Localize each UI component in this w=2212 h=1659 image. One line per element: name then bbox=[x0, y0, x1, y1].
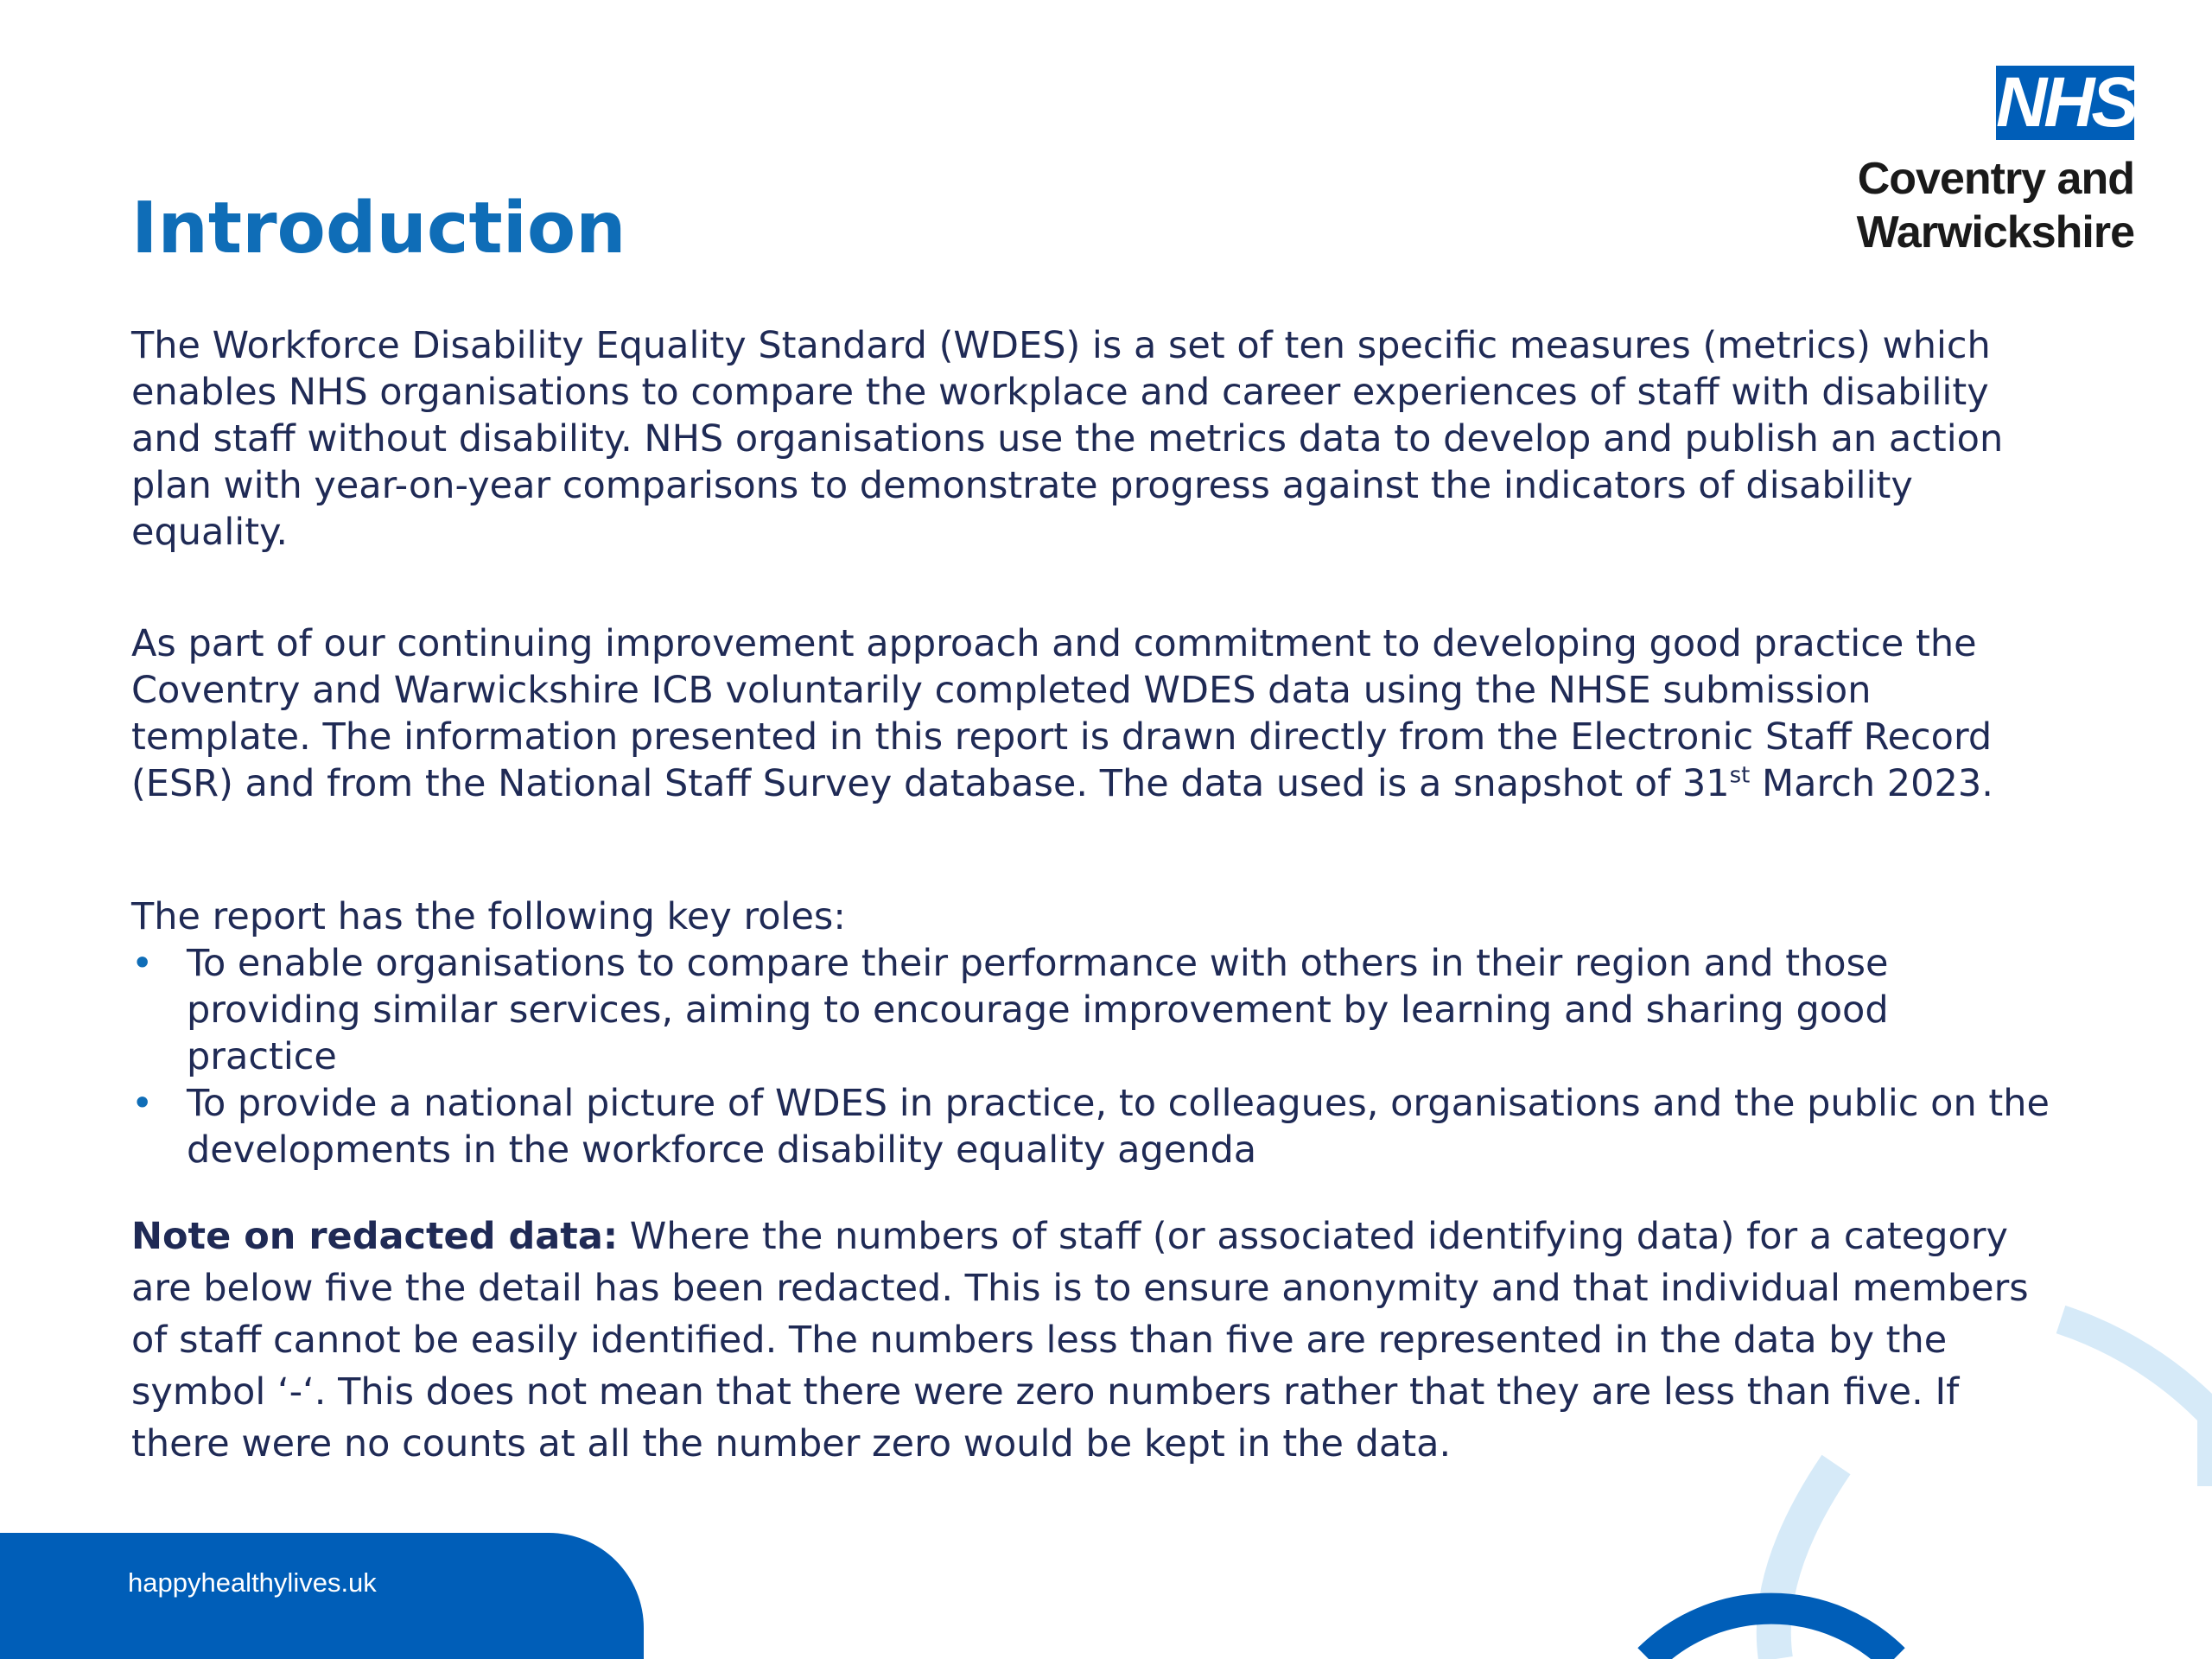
list-item: • To enable organisations to compare their performance with others in their region and those providing similar services, aiming to encourage improvement by learning and sharing good practice bbox=[131, 940, 2050, 1080]
light-blue-arc-right bbox=[2061, 1319, 2212, 1414]
nhs-logo bbox=[1856, 63, 2136, 264]
date-ordinal-suffix: st bbox=[1729, 762, 1751, 789]
redacted-data-note bbox=[131, 1211, 2050, 1470]
organisation-name bbox=[1857, 152, 2134, 259]
approach-paragraph bbox=[131, 620, 2050, 807]
dark-blue-arch bbox=[1649, 1609, 1894, 1659]
page-title: Introduction bbox=[131, 188, 626, 270]
organisation-name-line1: Coventry and bbox=[1857, 154, 2134, 204]
list-item: • To provide a national picture of WDES in practice, to colleagues, organisations and the public on the developments in the workforce disability equality agenda bbox=[131, 1080, 2050, 1173]
organisation-name-line2: Warwickshire bbox=[1856, 207, 2134, 257]
note-text: Where the numbers of staff (or associated identifying data) for a category are below five the detail has been redacted. This is to ensure anonymity and that individual members of staff cannot be easily identified. The numbers less than five are represented in the data by the symbol ‘-‘. This does not mean that there were zero numbers rather that they are less than five. If there were no counts at all the number zero would be kept in the data. bbox=[131, 1215, 2029, 1465]
approach-text-end: March 2023. bbox=[1750, 762, 1993, 805]
note-label: Note on redacted data: bbox=[131, 1215, 619, 1258]
light-blue-slash bbox=[1774, 1465, 1836, 1659]
nhs-logo-mark: NHS bbox=[1996, 63, 2136, 142]
roles-heading: The report has the following key roles: bbox=[131, 895, 846, 938]
body-content bbox=[131, 322, 2050, 1470]
footer-url[interactable]: happyhealthylives.uk bbox=[128, 1567, 377, 1598]
intro-paragraph: The Workforce Disability Equality Standard (WDES) is a set of ten specific measures (metrics) which enables NHS organisations to compare the workplace and career experiences of staff with disability and staff without disability. NHS organisations use the metrics data to develop and publish an action plan with year-on-year comparisons to demonstrate progress against the indicators of disability equality. bbox=[131, 324, 2004, 554]
roles-list bbox=[131, 940, 2050, 1173]
approach-text: As part of our continuing improvement approach and commitment to developing good practice the Coventry and Warwickshire ICB voluntarily completed WDES data using the NHSE submission template. The information presented in this report is drawn directly from the Electronic Staff Record (ESR) and from the National Staff Survey database. The data used is a snapshot of 31 bbox=[131, 622, 1993, 805]
